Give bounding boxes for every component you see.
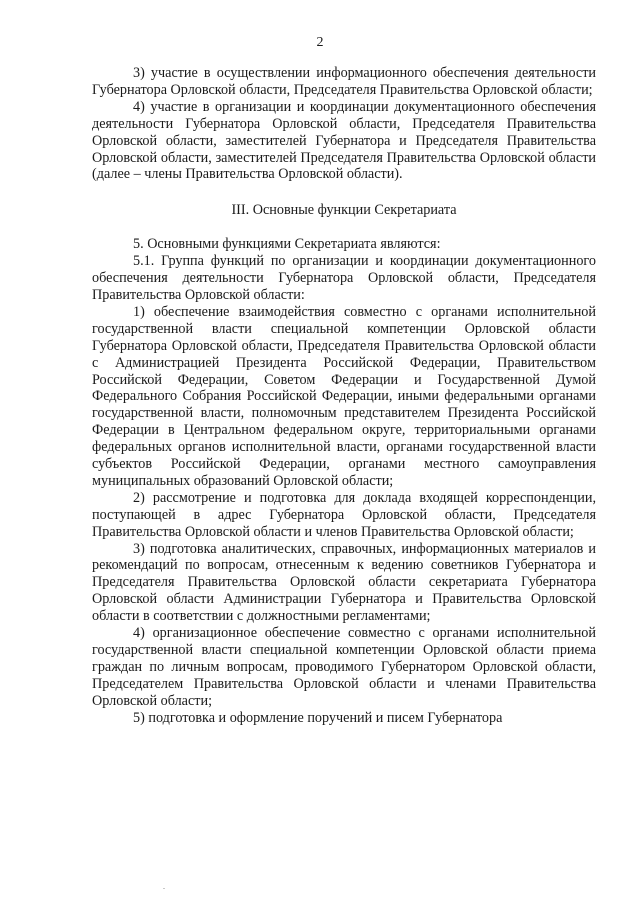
paragraph-function-5: 5) подготовка и оформление поручений и писем Губернатора (133, 709, 503, 726)
paragraph-clause-5: 5. Основными функциями Секретариата являются: (133, 236, 441, 253)
paragraph-function-3: 3) подготовка аналитических, справочных, информационных материалов и рекомендаций по вопросам, отнесенным к ведению советников Губернатора и Председателя Правительства Орловской области секретариата Губернатора Орловской области Администрации Губернатора и Правительства Орловской области в соответствии с должностными регламентами; (92, 540, 596, 625)
document-body (92, 65, 596, 727)
page-number: 2 (316, 35, 324, 50)
paragraph-item-4: 4) участие в организации и координации документационного обеспечения деятельности Губернатора Орловской области, Председателя Правительства Орловской области, заместителей Губернатора и Председателя Правительства Орловской области, заместителей Председателя Правительства Орловской области (далее – члены Правительства Орловской области). (92, 98, 596, 183)
paragraph-function-4: 4) организационное обеспечение совместно с органами исполнительной государственной власти специальной компетенции Орловской области приема граждан по личным вопросам, проводимого Губернатором Орловской области, Председателем Правительства Орловской области и членами Правительства Орловской области; (92, 625, 596, 709)
section-heading: III. Основные функции Секретариата (231, 202, 457, 219)
paragraph-function-2: 2) рассмотрение и подготовка для доклада входящей корреспонденции, поступающей в адрес Губернатора Орловской области, Председателя Правительства Орловской области и членов Правительства Орловской области; (92, 489, 596, 540)
paragraph-item-3: 3) участие в осуществлении информационного обеспечения деятельности Губернатора Орловской области, Председателя Правительства Орловской области; (92, 65, 596, 98)
paragraph-function-1: 1) обеспечение взаимодействия совместно с органами исполнительной государственной власти специальной компетенции Орловской области Губернатора Орловской области, Председателя Правительства Орловской области с Администрацией Президента Российской Федерации, Правительством Российской Федерации, Советом Федерации и Государственной Думой Федерального Собрания Российской Федерации, иными федеральными органами государственной власти, полномочным представителем Президента Российской Федерации в Центральном федеральном округе, территориальными органами федеральных органов исполнительной власти, органами государственной власти субъектов Российской Федерации, органами местного самоуправления муниципальных образований Орловской области; (92, 303, 596, 489)
paragraph-clause-5-1: 5.1. Группа функций по организации и координации документационного обеспечения деятельности Губернатора Орловской области, Председателя Правительства Орловской области: (92, 253, 596, 303)
scan-speck (163, 888, 165, 889)
